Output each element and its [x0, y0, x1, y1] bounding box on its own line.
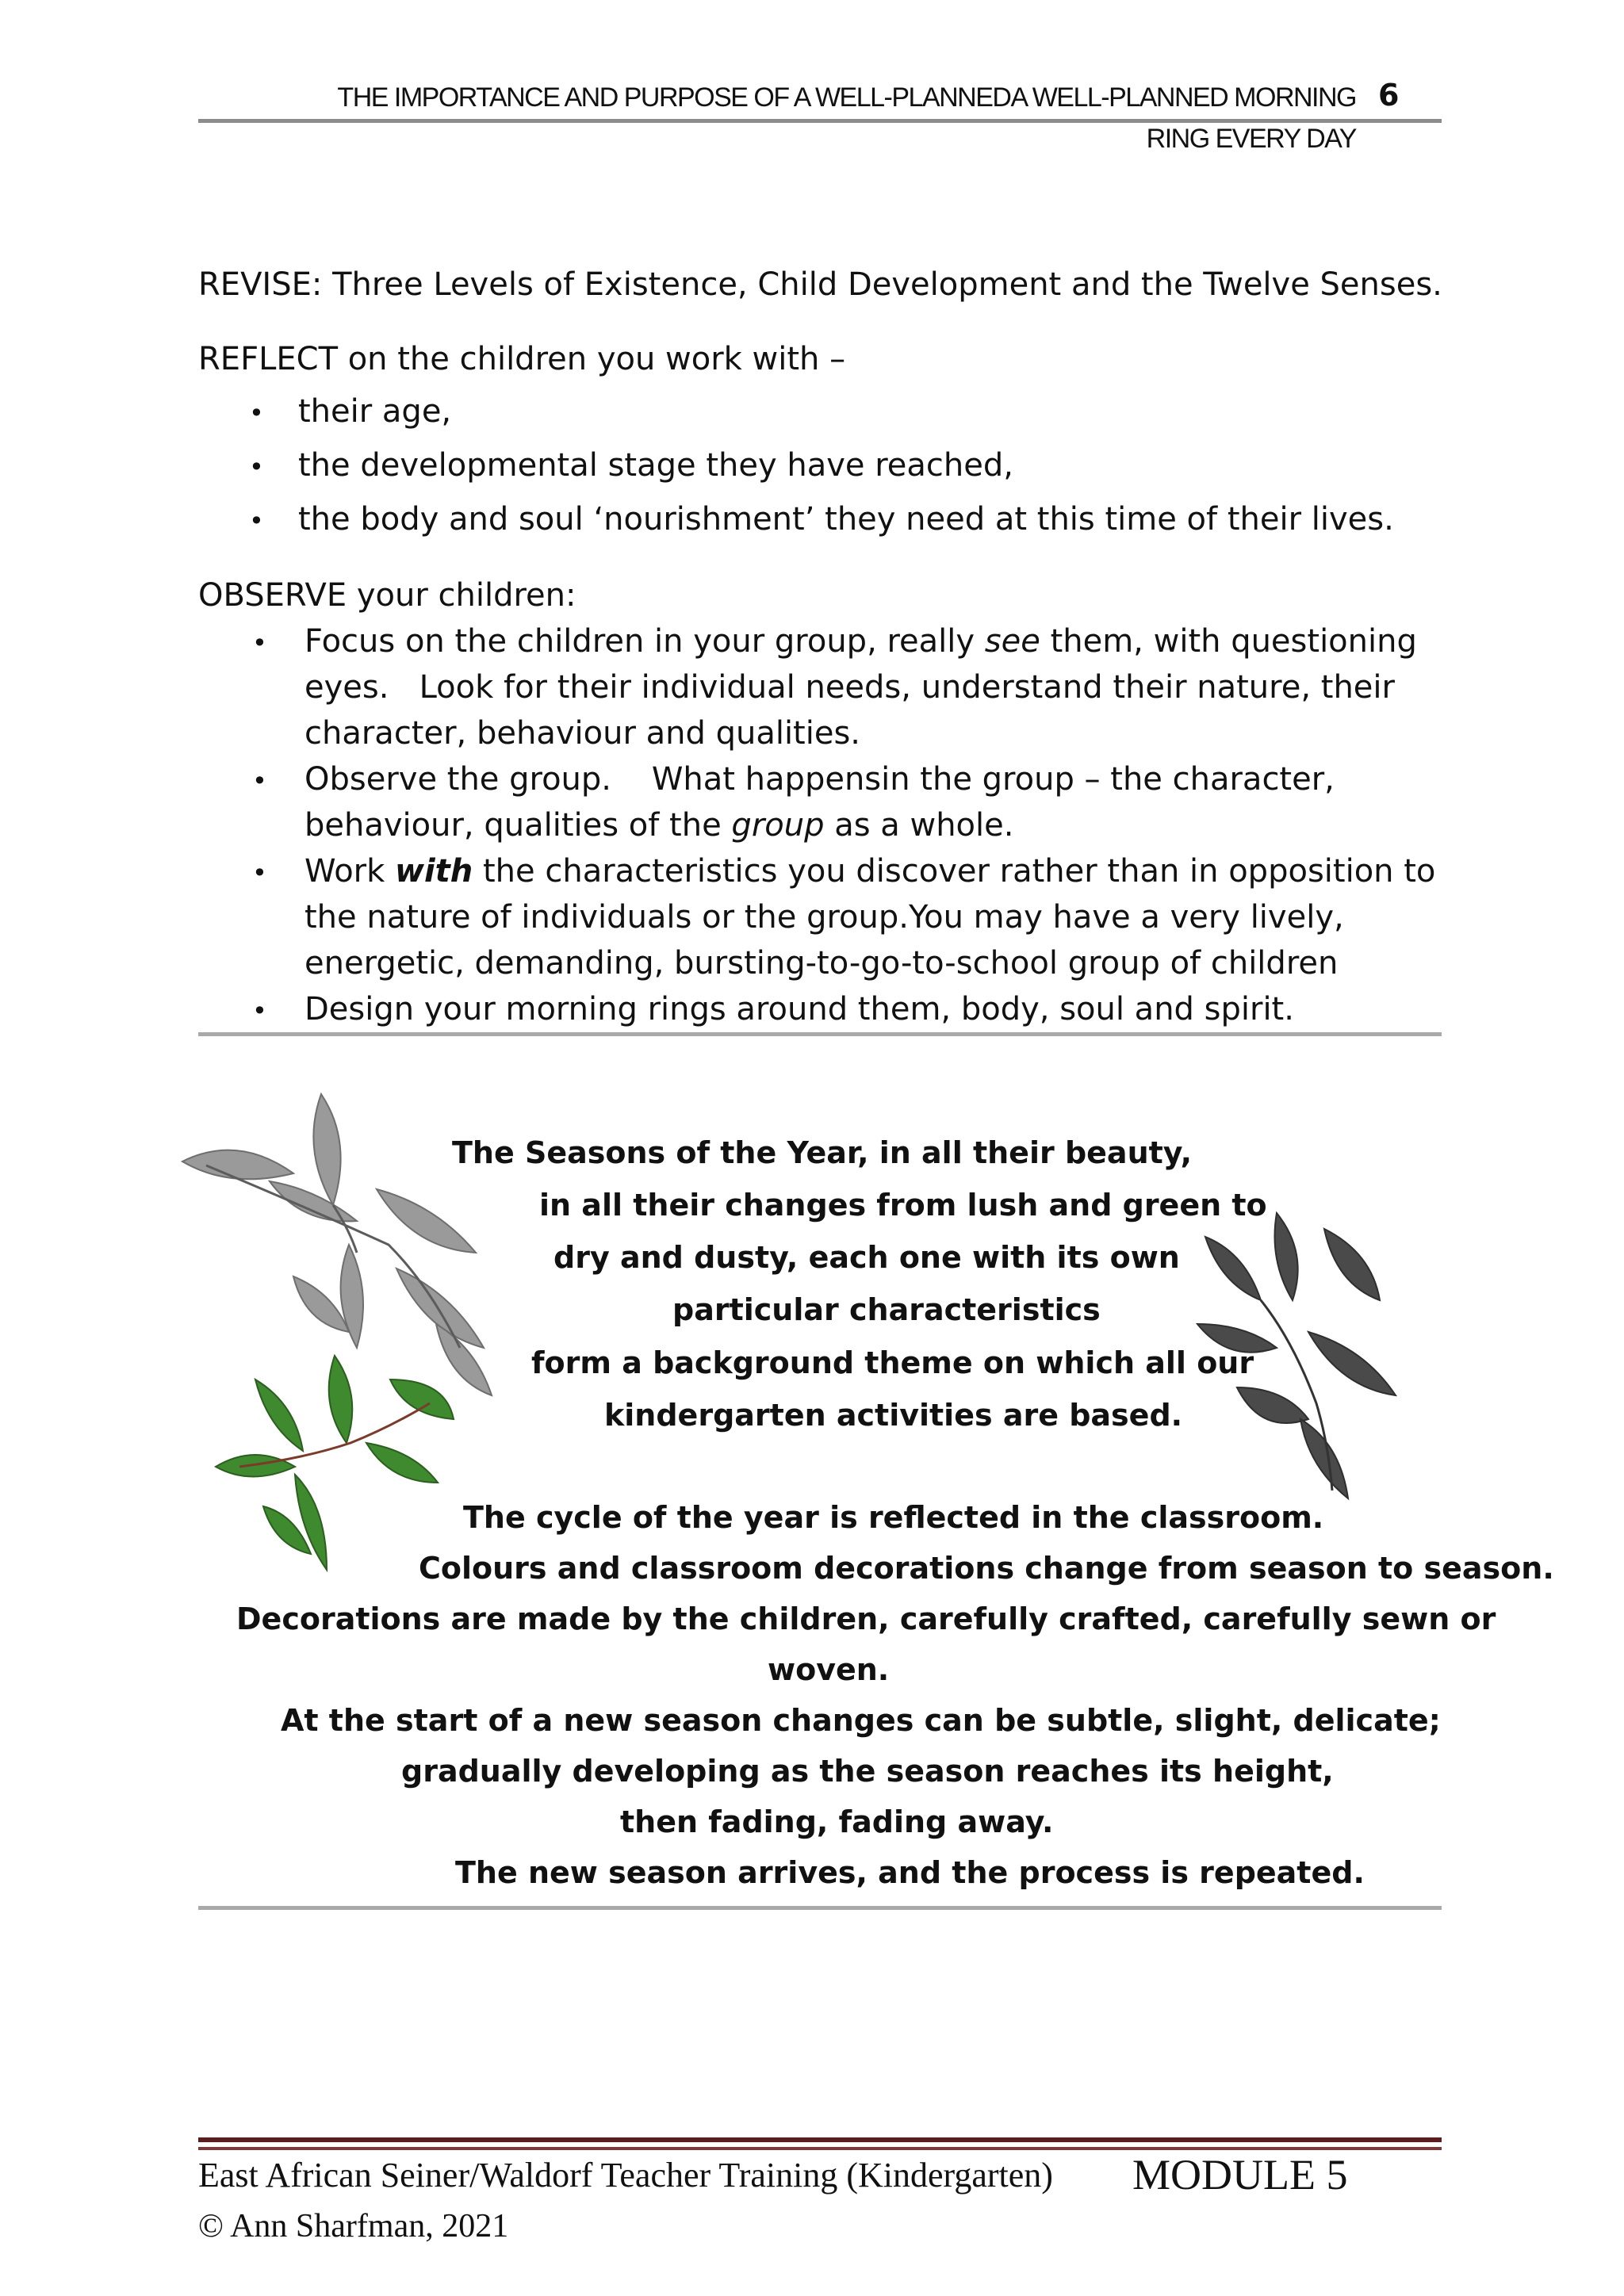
footer-course-title: East African Seiner/Waldorf Teacher Training (Kindergarten): [198, 2156, 1053, 2195]
bullet-dot: •: [249, 452, 264, 482]
emphasis-group: group: [731, 807, 825, 844]
observe-bullet-focus-line2: eyes. Look for their individual needs, understand their nature, their: [304, 669, 1395, 706]
bullet-dot: •: [252, 766, 267, 796]
section-divider: [198, 1032, 1442, 1036]
seasons-line: then fading, fading away.: [620, 1804, 1054, 1839]
seasons-line: Decorations are made by the children, carefully crafted, carefully sewn or: [236, 1601, 1496, 1636]
seasons-line: At the start of a new season changes can be subtle, slight, delicate;: [281, 1703, 1441, 1738]
observe-bullet-work-line3: energetic, demanding, bursting-to-go-to-school group of children: [304, 945, 1339, 982]
seasons-line: The Seasons of the Year, in all their beauty,: [452, 1135, 1193, 1170]
observe-bullet-work-line2: the nature of individuals or the group.You may have a very lively,: [304, 899, 1344, 936]
reflect-bullet: their age,: [298, 393, 452, 430]
emphasis-with: with: [395, 853, 473, 890]
footer-module-label: MODULE 5: [1132, 2151, 1348, 2198]
reflect-bullet: the developmental stage they have reached,: [298, 447, 1013, 484]
bullet-dot: •: [252, 858, 267, 888]
bullet-dot: •: [249, 398, 264, 428]
observe-bullet-design: Design your morning rings around them, body, soul and spirit.: [304, 991, 1294, 1027]
observe-bullet-focus-line3: character, behaviour and qualities.: [304, 715, 861, 752]
bullet-dot: •: [252, 628, 267, 658]
page-number: 6: [1378, 78, 1400, 113]
observe-bullet-focus: [304, 623, 1417, 660]
seasons-line: dry and dusty, each one with its own: [553, 1240, 1180, 1275]
observe-bullet-group-line2: [304, 807, 1013, 844]
footer-copyright: © Ann Sharfman, 2021: [198, 2208, 509, 2244]
header-title-continued: RING EVERY DAY: [1146, 124, 1356, 154]
seasons-line: particular characteristics: [672, 1292, 1101, 1327]
observe-bullet-group: Observe the group. What happensin the group – the character,: [304, 761, 1335, 798]
seasons-line: The new season arrives, and the process is repeated.: [455, 1855, 1365, 1890]
footer-rule: [198, 2137, 1442, 2142]
seasons-line: The cycle of the year is reflected in the classroom.: [463, 1500, 1324, 1535]
reflect-intro: REFLECT on the children you work with –: [198, 341, 846, 377]
text-run: Work: [304, 853, 396, 890]
seasons-line: Colours and classroom decorations change from season to season.: [419, 1551, 1554, 1586]
seasons-line: gradually developing as the season reaches its height,: [401, 1754, 1334, 1789]
seasons-line: woven.: [768, 1652, 890, 1687]
bullet-dot: •: [252, 996, 267, 1026]
emphasis-see: see: [984, 623, 1040, 660]
seasons-line: form a background theme on which all our: [531, 1345, 1254, 1380]
section-divider: [198, 1906, 1442, 1910]
header-title: THE IMPORTANCE AND PURPOSE OF A WELL-PLANNEDA WELL-PLANNED MORNING: [337, 82, 1356, 113]
revise-paragraph: REVISE: Three Levels of Existence, Child Development and the Twelve Senses.: [198, 266, 1442, 303]
observe-bullet-work: [304, 853, 1435, 890]
seasons-line: kindergarten activities are based.: [604, 1398, 1183, 1433]
text-run: them, with questioning: [1040, 623, 1417, 660]
text-run: the characteristics you discover rather than in opposition to: [473, 853, 1436, 890]
observe-intro: OBSERVE your children:: [198, 577, 576, 614]
seasons-line: in all their changes from lush and green to: [539, 1188, 1267, 1223]
header-rule: [198, 119, 1442, 123]
text-run: as a whole.: [824, 807, 1014, 844]
text-run: Focus on the children in your group, really: [304, 623, 985, 660]
reflect-bullet: the body and soul ‘nourishment’ they need at this time of their lives.: [298, 501, 1394, 538]
bullet-dot: •: [249, 506, 264, 536]
text-run: behaviour, qualities of the: [304, 807, 732, 844]
green-leaves-illustration-left: [208, 1348, 462, 1586]
